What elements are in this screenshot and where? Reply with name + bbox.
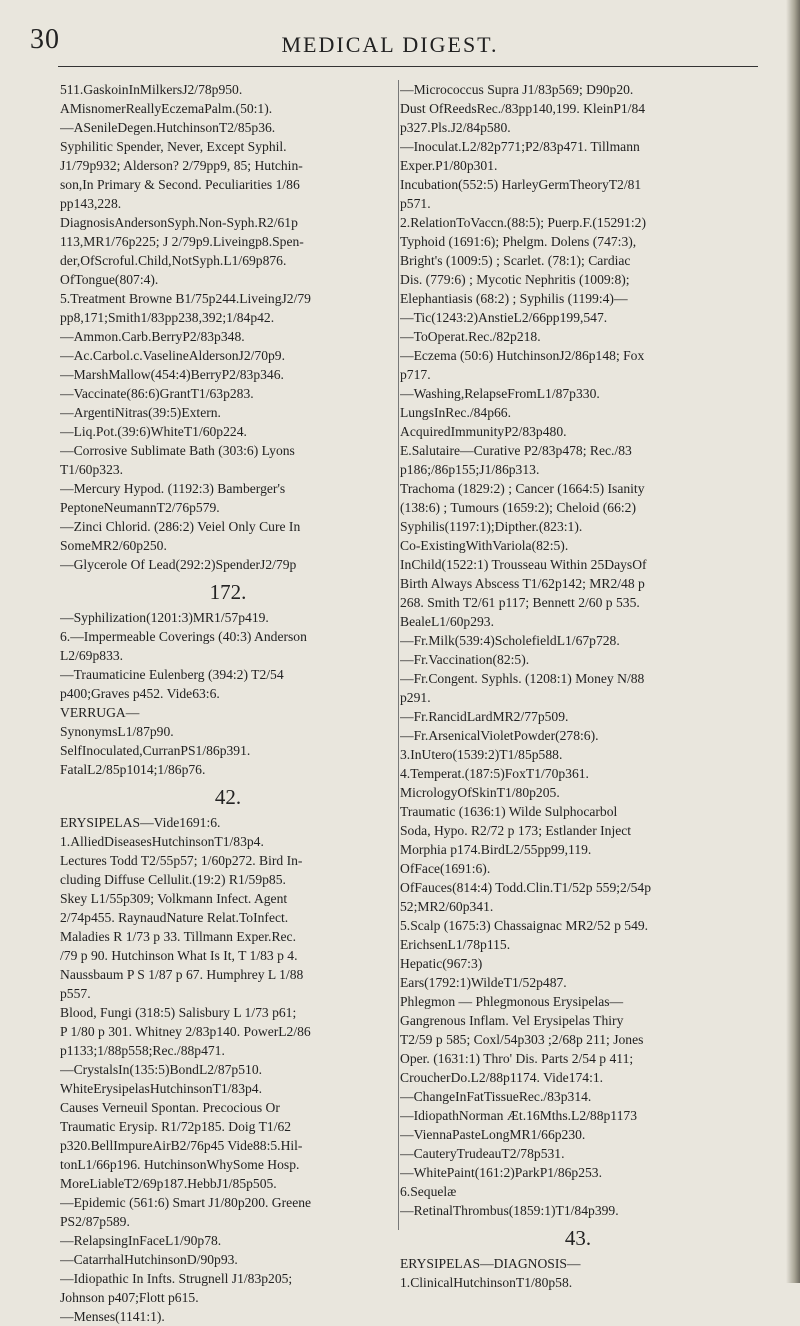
index-entry-line: Hepatic(967:3) (400, 956, 483, 971)
index-entry-line: —Traumaticine Eulenberg (394:2) T2/54 (60, 667, 284, 682)
index-entry-line: Trachoma (1829:2) ; Cancer (1664:5) Isanity (400, 481, 645, 496)
index-entry-line: pp143,228. (60, 196, 122, 211)
index-entry-line: —CauteryTrudeauT2/78p531. (400, 1146, 565, 1161)
page-header (0, 0, 780, 62)
index-entry-line: Ears(1792:1)WildeT1/52p487. (400, 975, 567, 990)
index-entry-line: 1.AlliedDiseasesHutchinsonT1/83p4. (60, 834, 264, 849)
index-entry-line: 4.Temperat.(187:5)FoxT1/70p361. (400, 766, 589, 781)
index-entry-line: cluding Diffuse Cellulit.(19:2) R1/59p85. (60, 872, 286, 887)
index-entry-line: —ChangeInFatTissueRec./83p314. (400, 1089, 592, 1104)
index-entry-line: —Washing,RelapseFromL1/87p330. (400, 386, 600, 401)
index-entry-line: ERYSIPELAS—Vide1691:6. (60, 815, 221, 830)
index-entry-line: OfTongue(807:4). (60, 272, 159, 287)
index-entry-line: Dust OfReedsRec./83pp140,199. KleinP1/84 (400, 101, 646, 116)
page-number: 30 (30, 24, 60, 55)
index-entry-line: —WhitePaint(161:2)ParkP1/86p253. (400, 1165, 603, 1180)
index-entry-line: —Mercury Hypod. (1192:3) Bamberger's (60, 481, 286, 496)
index-entry-line: 6.Sequelæ (400, 1184, 457, 1199)
index-entry-line: PS2/87p589. (60, 1214, 130, 1229)
index-entry-line: —Menses(1141:1). (60, 1309, 165, 1324)
index-entry-line: p557. (60, 986, 91, 1001)
index-entry-line: WhiteErysipelasHutchinsonT1/83p4. (60, 1081, 262, 1096)
index-entry-line: Maladies R 1/73 p 33. Tillmann Exper.Rec. (60, 929, 296, 944)
index-entry-line: —Idiopathic In Infts. Strugnell J1/83p205; (60, 1271, 293, 1286)
section-number: 42. (214, 785, 242, 809)
index-entry-line: Lectures Todd T2/55p57; 1/60p272. Bird In- (60, 853, 303, 868)
page-edge-shadow (786, 0, 800, 1283)
index-entry-line: OfFauces(814:4) Todd.Clin.T1/52p 559;2/54p (400, 880, 652, 895)
index-entry-line: 5.Scalp (1675:3) Chassaignac MR2/52 p 549. (400, 918, 649, 933)
index-entry-line: —IdiopathNorman Æt.16Mths.L2/88p1173 (400, 1108, 637, 1123)
index-entry-line: L2/69p833. (60, 648, 124, 663)
index-entry-line: VERRUGA— (60, 705, 140, 720)
index-entry-line: BealeL1/60p293. (400, 614, 495, 629)
index-entry-line: son,In Primary & Second. Peculiarities 1/86 (60, 177, 300, 192)
index-entry-line: —Tic(1243:2)AnstieL2/66pp199,547. (400, 310, 608, 325)
index-entry-line: tonL1/66p196. HutchinsonWhySome Hosp. (60, 1157, 300, 1172)
index-entry-line: —CatarrhalHutchinsonD/90p93. (60, 1252, 238, 1267)
index-entry-line: —Ammon.Carb.BerryP2/83p348. (60, 329, 245, 344)
index-entry-line: p400;Graves p452. Vide63:6. (60, 686, 220, 701)
index-entry-line: —Zinci Chlorid. (286:2) Veiel Only Cure In (60, 519, 301, 534)
index-entry-line: 3.InUtero(1539:2)T1/85p588. (400, 747, 563, 762)
index-entry-line: —Glycerole Of Lead(292:2)SpenderJ2/79p (60, 557, 297, 572)
index-entry-line: 113,MR1/76p225; J 2/79p9.Liveingp8.Spen- (60, 234, 304, 249)
index-entry-line: LungsInRec./84p66. (400, 405, 512, 420)
index-entry-line: AMisnomerReallyEczemaPalm.(50:1). (60, 101, 273, 116)
index-entry-line: —ASenileDegen.HutchinsonT2/85p36. (60, 120, 276, 135)
index-entry-line: ErichsenL1/78p115. (400, 937, 511, 952)
index-entry-line: —Fr.ArsenicalVioletPowder(278:6). (400, 728, 599, 743)
index-column-right (400, 80, 756, 1292)
index-entry-line: 6.—Impermeable Coverings (40:3) Anderson (60, 629, 307, 644)
index-entry-line: —Corrosive Sublimate Bath (303:6) Lyons (60, 443, 295, 458)
section-number: 43. (564, 1226, 592, 1250)
index-entry-line: Phlegmon — Phlegmonous Erysipelas— (400, 994, 624, 1009)
index-entry-line: InChild(1522:1) Trousseau Within 25DaysOf (400, 557, 647, 572)
index-entry-line: —RelapsingInFaceL1/90p78. (60, 1233, 222, 1248)
index-entry-line: —Syphilization(1201:3)MR1/57p419. (60, 610, 269, 625)
index-entry-line: p186;/86p155;J1/86p313. (400, 462, 540, 477)
index-entry-line: —Fr.Vaccination(82:5). (400, 652, 530, 667)
index-entry-line: pp8,171;Smith1/83pp238,392;1/84p42. (60, 310, 275, 325)
index-entry-line: 2/74p455. RaynaudNature Relat.ToInfect. (60, 910, 289, 925)
index-entry-line: 511.GaskoinInMilkersJ2/78p950. (60, 82, 243, 97)
index-entry-line: J1/79p932; Alderson? 2/79pp9, 85; Hutchin- (60, 158, 303, 173)
index-entry-line: —Vaccinate(86:6)GrantT1/63p283. (60, 386, 254, 401)
index-entry-line: —Ac.Carbol.c.VaselineAldersonJ2/70p9. (60, 348, 286, 363)
index-entry-line: Exper.P1/80p301. (400, 158, 498, 173)
index-entry-line: AcquiredImmunityP2/83p480. (400, 424, 567, 439)
index-entry-line: Morphia p174.BirdL2/55pp99,119. (400, 842, 592, 857)
index-entry-line: der,OfScroful.Child,NotSyph.L1/69p876. (60, 253, 287, 268)
index-entry-line: —Fr.Congent. Syphls. (1208:1) Money N/88 (400, 671, 645, 686)
index-entry-line: 5.Treatment Browne B1/75p244.LiveingJ2/79 (60, 291, 311, 306)
index-entry-line: 2.RelationToVaccn.(88:5); Puerp.F.(15291:2) (400, 215, 647, 230)
index-entry-line: —Micrococcus Supra J1/83p569; D90p20. (400, 82, 634, 97)
index-entry-line: Traumatic Erysip. R1/72p185. Doig T1/62 (60, 1119, 292, 1134)
index-entry-line: E.Salutaire—Curative P2/83p478; Rec./83 (400, 443, 632, 458)
index-entry-line: —ArgentiNitras(39:5)Extern. (60, 405, 221, 420)
index-entry-line: 268. Smith T2/61 p117; Bennett 2/60 p 535. (400, 595, 640, 610)
index-entry-line: p291. (400, 690, 431, 705)
index-entry-line: p717. (400, 367, 431, 382)
index-entry-line: Incubation(552:5) HarleyGermTheoryT2/81 (400, 177, 642, 192)
index-entry-line: Naussbaum P S 1/87 p 67. Humphrey L 1/88 (60, 967, 304, 982)
index-entry-line: —MarshMallow(454:4)BerryP2/83p346. (60, 367, 284, 382)
index-entry-line: Syphilis(1197:1);Dipther.(823:1). (400, 519, 583, 534)
index-entry-line: /79 p 90. Hutchinson What Is It, T 1/83 p 4. (60, 948, 298, 963)
index-entry-line: 52;MR2/60p341. (400, 899, 494, 914)
column-divider (398, 80, 399, 1230)
index-entry-line: SomeMR2/60p250. (60, 538, 167, 553)
index-entry-line: —ViennaPasteLongMR1/66p230. (400, 1127, 586, 1142)
index-entry-line: —ToOperat.Rec./82p218. (400, 329, 541, 344)
index-entry-line: MicrologyOfSkinT1/80p205. (400, 785, 560, 800)
section-number: 172. (209, 580, 247, 604)
header-rule (58, 66, 758, 67)
index-entry-line: —Eczema (50:6) HutchinsonJ2/86p148; Fox (400, 348, 645, 363)
index-entry-line: Skey L1/55p309; Volkmann Infect. Agent (60, 891, 288, 906)
index-entry-line: Johnson p407;Flott p615. (60, 1290, 199, 1305)
index-entry-line: Birth Always Abscess T1/62p142; MR2/48 p (400, 576, 645, 591)
running-head: MEDICAL DIGEST. (281, 32, 499, 57)
index-entry-line: Syphilitic Spender, Never, Except Syphil. (60, 139, 287, 154)
index-entry-line: Soda, Hypo. R2/72 p 173; Estlander Inject (400, 823, 632, 838)
index-entry-line: Co-ExistingWithVariola(82:5). (400, 538, 569, 553)
index-entry-line: p320.BellImpureAirB2/76p45 Vide88:5.Hil- (60, 1138, 303, 1153)
index-entry-line: PeptoneNeumannT2/76p579. (60, 500, 220, 515)
index-entry-line: T1/60p323. (60, 462, 124, 477)
index-entry-line: OfFace(1691:6). (400, 861, 491, 876)
index-entry-line: Bright's (1009:5) ; Scarlet. (78:1); Cardiac (400, 253, 631, 268)
index-entry-line: Dis. (779:6) ; Mycotic Nephritis (1009:8); (400, 272, 630, 287)
index-entry-line: —RetinalThrombus(1859:1)T1/84p399. (400, 1203, 619, 1218)
index-entry-line: ERYSIPELAS—DIAGNOSIS— (400, 1256, 581, 1271)
index-entry-line: T2/59 p 585; Coxl/54p303 ;2/68p 211; Jones (400, 1032, 644, 1047)
index-entry-line: p1133;1/88p558;Rec./88p471. (60, 1043, 225, 1058)
index-entry-line: MoreLiableT2/69p187.HebbJ1/85p505. (60, 1176, 277, 1191)
index-entry-line: DiagnosisAndersonSyph.Non-Syph.R2/61p (60, 215, 298, 230)
index-entry-line: p571. (400, 196, 431, 211)
index-entry-line: —Fr.RancidLardMR2/77p509. (400, 709, 569, 724)
index-entry-line: Traumatic (1636:1) Wilde Sulphocarbol (400, 804, 618, 819)
index-entry-line: —Liq.Pot.(39:6)WhiteT1/60p224. (60, 424, 247, 439)
index-entry-line: CroucherDo.L2/88p1174. Vide174:1. (400, 1070, 604, 1085)
index-entry-line: p327.Pls.J2/84p580. (400, 120, 511, 135)
index-entry-line: P 1/80 p 301. Whitney 2/83p140. PowerL2/86 (60, 1024, 311, 1039)
index-entry-line: —Epidemic (561:6) Smart J1/80p200. Greene (60, 1195, 312, 1210)
index-entry-line: —CrystalsIn(135:5)BondL2/87p510. (60, 1062, 263, 1077)
index-entry-line: (138:6) ; Tumours (1659:2); Cheloid (66:2) (400, 500, 637, 515)
index-entry-line: Blood, Fungi (318:5) Salisbury L 1/73 p61; (60, 1005, 297, 1020)
index-entry-line: Causes Verneuil Spontan. Precocious Or (60, 1100, 280, 1115)
index-entry-line: SynonymsL1/87p90. (60, 724, 174, 739)
index-entry-line: Gangrenous Inflam. Vel Erysipelas Thiry (400, 1013, 624, 1028)
index-entry-line: —Fr.Milk(539:4)ScholefieldL1/67p728. (400, 633, 620, 648)
index-entry-line: Elephantiasis (68:2) ; Syphilis (1199:4)— (400, 291, 628, 306)
index-entry-line: Typhoid (1691:6); Phelgm. Dolens (747:3), (400, 234, 637, 249)
index-column-left (60, 80, 396, 1326)
index-entry-line: SelfInoculated,CurranPS1/86p391. (60, 743, 251, 758)
index-entry-line: Oper. (1631:1) Thro' Dis. Parts 2/54 p 411; (400, 1051, 634, 1066)
index-entry-line: —Inoculat.L2/82p771;P2/83p471. Tillmann (400, 139, 640, 154)
index-entry-line: 1.ClinicalHutchinsonT1/80p58. (400, 1275, 573, 1290)
index-entry-line: FatalL2/85p1014;1/86p76. (60, 762, 206, 777)
